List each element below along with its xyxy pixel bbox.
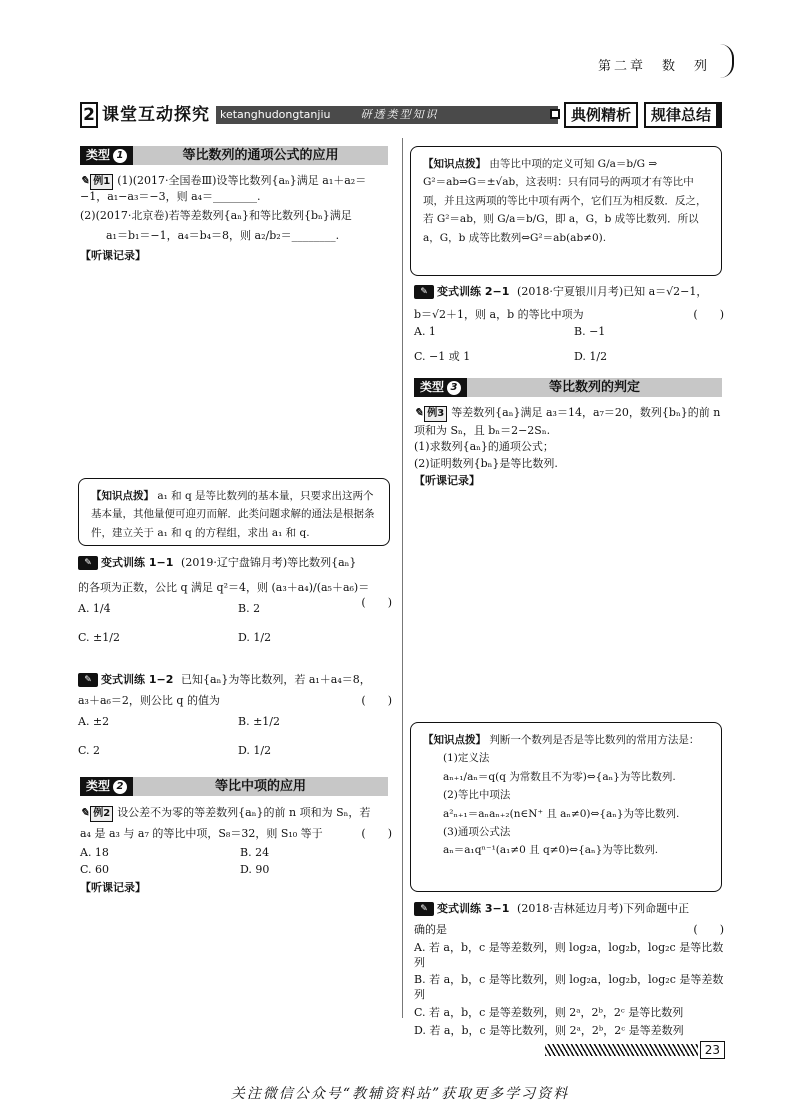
knowledge-2-text2: G²＝ab⇒G＝±√ab，这表明：只有同号的两项才有等比中项，并且这两项的等比中项有两个，它们互为相反数．反之，若 G²＝ab，则 G/a＝b/G，即 a，G，b 成等比数列．所以 a，G，b 成等比数列⇔G²＝ab(ab≠0).	[423, 176, 707, 244]
drill-1-1-source: (2019·辽宁盘锦月考)等比数列{aₙ}	[181, 556, 357, 569]
drill-icon: ✎	[78, 673, 98, 687]
type-2-badge: 类型 2	[80, 777, 133, 796]
drill-2-1-label: 变式训练 2−1	[437, 285, 510, 298]
knowledge-3-label: 【知识点拨】	[423, 734, 486, 746]
type-1-bar	[80, 146, 388, 165]
drill-3-1-question: 确的是	[414, 922, 447, 936]
type-2-number: 2	[113, 780, 127, 794]
drill-2-1-answer-paren: ( )	[693, 307, 724, 321]
chapter-header: 第二章 数 列	[597, 59, 710, 74]
knowledge-3-method1: (1)定义法	[443, 752, 490, 765]
example-3-line1: 等差数列{aₙ}满足 a₃＝14，a₇＝20，数列{bₙ}的前 n	[451, 406, 721, 419]
drill-1-1-label: 变式训练 1−1	[101, 556, 174, 569]
example-1-line3: a₁＝b₁＝−1，a₄＝b₄＝8，则 a₂/b₂＝________.	[106, 229, 340, 243]
footer-note: 关注微信公众号“教辅资料站”获取更多学习资料	[230, 1086, 570, 1102]
example-2-option-a: A. 18	[80, 846, 109, 860]
drill-2-1-source: (2018·宁夏银川月考)已知 a＝√2−1，	[517, 285, 708, 298]
example-2-line1: 设公差不为零的等差数列{aₙ}的前 n 项和为 Sₙ，若	[117, 806, 371, 819]
type-1-number: 1	[113, 149, 127, 163]
section-banner	[80, 101, 722, 129]
drill-2-1	[414, 285, 724, 364]
knowledge-1-label: 【知识点拨】	[91, 490, 154, 502]
example-3-line3: (1)求数列{aₙ}的通项公式；	[414, 440, 554, 454]
knowledge-3-method1-formula: aₙ₊₁/aₙ＝q(q 为常数且不为零)⇔{aₙ}为等比数列.	[443, 770, 676, 783]
record-label-3: 【听课记录】	[414, 474, 480, 488]
drill-1-2-source: 已知{aₙ}为等比数列，若 a₁＋a₄＝8，	[181, 673, 371, 686]
example-3-label: 例3	[424, 406, 447, 422]
knowledge-2-text1: 由等比中项的定义可知 G/a＝b/G ⇒	[489, 158, 658, 170]
drill-3-1-label: 变式训练 3−1	[437, 902, 510, 915]
banner-tag-examples: 典例精析	[564, 102, 638, 128]
drill-3-1-option-d: D. 若 a，b，c 是等比数列，则 2ᵃ，2ᵇ，2ᶜ 是等差数列	[414, 1023, 684, 1037]
drill-1-2-question: a₃＋a₆＝2，则公比 q 的值为	[78, 693, 220, 707]
column-divider	[402, 138, 403, 1018]
knowledge-box-1	[78, 478, 390, 546]
drill-3-1-source: (2018·吉林延边月考)下列命题中正	[517, 902, 690, 915]
pencil-icon: ✎	[80, 806, 90, 819]
pencil-icon: ✎	[80, 174, 90, 187]
example-1	[80, 174, 392, 269]
drill-icon: ✎	[414, 902, 434, 916]
drill-1-1-option-a: A. 1/4	[78, 601, 111, 615]
drill-2-1-option-d: D. 1/2	[574, 349, 608, 363]
knowledge-3-intro: 判断一个数列是否是等比数列的常用方法是：	[489, 734, 700, 746]
section-number: 2	[80, 102, 98, 128]
example-2-option-c: C. 60	[80, 863, 110, 877]
hatch-decoration	[545, 1044, 698, 1056]
example-2	[80, 806, 392, 901]
page-number-bar	[545, 1041, 725, 1059]
type-3-bar	[414, 378, 722, 397]
drill-1-1-answer-paren: ( )	[361, 595, 392, 609]
drill-2-1-option-a: A. 1	[414, 324, 436, 338]
drill-1-2-label: 变式训练 1−2	[101, 673, 174, 686]
record-label-2: 【听课记录】	[80, 881, 146, 895]
banner-pinyin: ketanghudongtanjiu	[220, 107, 331, 121]
example-1-label: 例1	[90, 174, 113, 190]
drill-1-2-option-c: C. 2	[78, 743, 101, 757]
drill-3-1	[414, 902, 724, 1042]
knowledge-1-text: a₁ 和 q 是等比数列的基本量，只要求出这两个基本量，其他量便可迎刃而解．此类问题求解的通法是根据条件，建立关于 a₁ 和 q 的方程组，求出 a₁ 和 q.	[91, 490, 375, 539]
type-1-badge: 类型 1	[80, 146, 133, 165]
example-3	[414, 406, 724, 494]
drill-1-1-option-c: C. ±1/2	[78, 630, 120, 644]
drill-3-1-answer-paren: ( )	[693, 922, 724, 936]
type-3-badge: 类型 3	[414, 378, 467, 397]
example-2-answer-paren: ( )	[361, 826, 392, 840]
drill-icon: ✎	[78, 556, 98, 570]
type-2-title: 等比中项的应用	[215, 778, 307, 794]
drill-icon: ✎	[414, 285, 434, 299]
drill-2-1-question: b＝√2＋1，则 a，b 的等比中项为	[414, 307, 584, 321]
type-3-title: 等比数列的判定	[549, 379, 641, 395]
example-2-line2: a₄ 是 a₃ 与 a₇ 的等比中项，S₈＝32，则 S₁₀ 等于	[80, 826, 323, 840]
square-icon	[550, 109, 560, 119]
drill-1-1	[78, 556, 392, 645]
banner-subtitle: 研透类型知识	[360, 107, 439, 121]
drill-1-1-option-b: B. 2	[238, 601, 261, 615]
drill-1-2-answer-paren: ( )	[361, 693, 392, 707]
drill-1-1-option-d: D. 1/2	[238, 630, 272, 644]
example-2-option-d: D. 90	[240, 863, 270, 877]
drill-3-1-option-b: B. 若 a，b，c 是等比数列，则 log₂a，log₂b，log₂c 是等差数列	[414, 973, 724, 1002]
example-1-line1: (1)(2017·全国卷Ⅲ)设等比数列{aₙ}满足 a₁＋a₂＝−1，a₁−a₃＝−3，则 a₄＝________.	[80, 174, 367, 203]
drill-1-2	[78, 673, 392, 758]
example-2-label: 例2	[90, 806, 113, 822]
drill-2-1-option-c: C. −1 或 1	[414, 349, 471, 363]
banner-strip	[216, 106, 558, 124]
pencil-icon: ✎	[414, 406, 424, 419]
drill-1-2-option-a: A. ±2	[78, 714, 110, 728]
drill-3-1-option-c: C. 若 a，b，c 是等差数列，则 2ᵃ，2ᵇ，2ᶜ 是等比数列	[414, 1006, 684, 1020]
knowledge-2-label: 【知识点拨】	[423, 158, 486, 170]
type-3-number: 3	[447, 381, 461, 395]
example-2-option-b: B. 24	[240, 846, 270, 860]
type-2-bar	[80, 777, 388, 796]
knowledge-3-method3-formula: aₙ＝a₁qⁿ⁻¹(a₁≠0 且 q≠0)⇔{aₙ}为等比数列.	[443, 844, 659, 857]
example-3-line4: (2)证明数列{bₙ}是等比数列.	[414, 457, 558, 471]
record-label-1: 【听课记录】	[80, 249, 146, 263]
page-number: 23	[700, 1041, 725, 1059]
section-title: 课堂互动探究	[102, 104, 210, 125]
drill-1-2-option-d: D. 1/2	[238, 743, 272, 757]
example-1-line2: (2)(2017·北京卷)若等差数列{aₙ}和等比数列{bₙ}满足	[80, 209, 352, 223]
example-3-line2: 项和为 Sₙ，且 bₙ＝2−2Sₙ.	[414, 423, 551, 437]
drill-1-1-question: 的各项为正数，公比 q 满足 q²＝4，则 (a₃＋a₄)/(a₅＋a₆)＝	[78, 580, 370, 594]
knowledge-box-3	[410, 722, 722, 892]
drill-1-2-option-b: B. ±1/2	[238, 714, 280, 728]
chapter-brace-decoration	[720, 44, 734, 78]
knowledge-3-method2-formula: a²ₙ₊₁＝aₙaₙ₊₂(n∈N⁺ 且 aₙ≠0)⇔{aₙ}为等比数列.	[443, 807, 680, 820]
banner-tag-summary: 规律总结	[644, 102, 722, 128]
knowledge-3-method3: (3)通项公式法	[443, 825, 511, 838]
type-1-title: 等比数列的通项公式的应用	[182, 147, 339, 163]
knowledge-box-2	[410, 146, 722, 276]
drill-3-1-option-a: A. 若 a，b，c 是等差数列，则 log₂a，log₂b，log₂c 是等比数列	[414, 940, 724, 969]
drill-2-1-option-b: B. −1	[574, 324, 606, 338]
knowledge-3-method2: (2)等比中项法	[443, 789, 511, 802]
